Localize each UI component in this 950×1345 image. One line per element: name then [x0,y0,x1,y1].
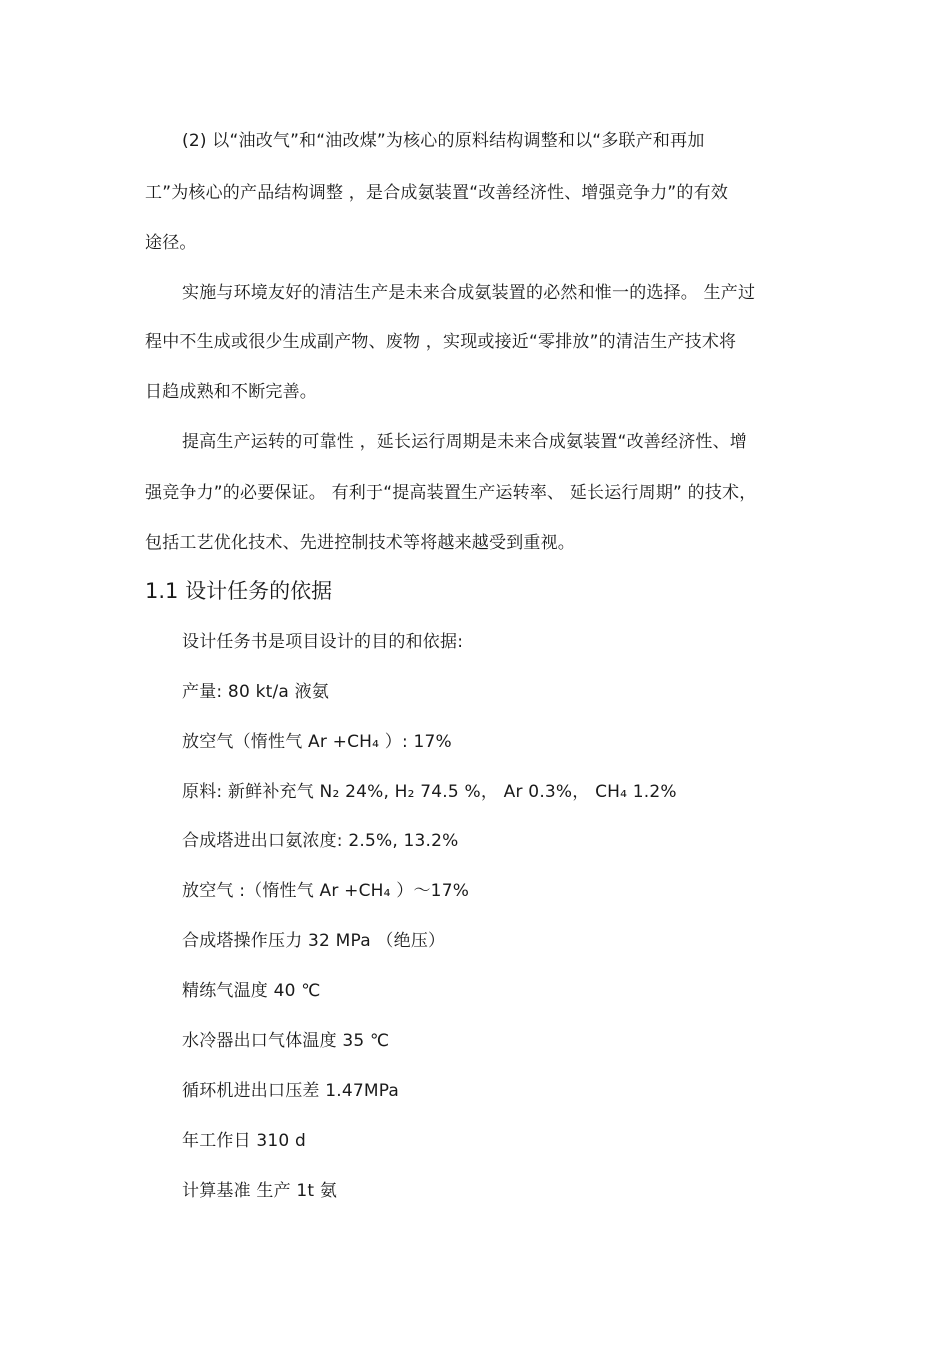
spec-intro: 设计任务书是项目设计的目的和依据: [182,632,464,652]
spec-operating-pressure: 合成塔操作压力 32 MPa （绝压） [182,931,446,951]
paragraph-2-line-3: 日趋成熟和不断完善。 [145,382,317,402]
spec-calculation-basis: 计算基准 生产 1t 氨 [182,1181,338,1201]
spec-annual-working-days: 年工作日 310 d [182,1131,307,1151]
paragraph-3-line-2: 强竞争力”的必要保证。 有利于“提高装置生产运转率、 延长运行周期” 的技术， [145,483,757,503]
section-heading: 1.1 设计任务的依据 [145,579,333,603]
paragraph-1-line-2: 工”为核心的产品结构调整 ，是合成氨装置“改善经济性、增强竞争力”的有效 [145,183,729,203]
paragraph-1-line-1: (2) 以“油改气”和“油改煤”为核心的原料结构调整和以“多联产和再加 [182,131,705,151]
spec-purge-gas-approx: 放空气 :（惰性气 Ar +CH₄ ）～17% [182,881,470,901]
paragraph-1-line-3: 途径。 [145,233,197,253]
paragraph-3-line-3: 包括工艺优化技术、先进控制技术等将越来越受到重视。 [145,533,575,553]
paragraph-3-line-1: 提高生产运转的可靠性 ，延长运行周期是未来合成氨装置“改善经济性、增 [182,432,748,452]
paragraph-2-line-2: 程中不生成或很少生成副产物、废物 ，实现或接近“零排放”的清洁生产技术将 [145,332,737,352]
spec-ammonia-concentration: 合成塔进出口氨浓度: 2.5%, 13.2% [182,831,459,851]
spec-cooler-outlet-temperature: 水冷器出口气体温度 35 ℃ [182,1031,390,1051]
paragraph-2-line-1: 实施与环境友好的清洁生产是未来合成氨装置的必然和惟一的选择。 生产过 [182,283,756,303]
spec-feedstock: 原料: 新鲜补充气 N₂ 24%, H₂ 74.5 %， Ar 0.3%， CH₄ 1.2% [182,782,677,802]
spec-circulator-pressure-difference: 循环机进出口压差 1.47MPa [182,1081,400,1101]
spec-output: 产量: 80 kt/a 液氨 [182,682,330,702]
spec-purge-gas: 放空气（惰性气 Ar +CH₄ ）: 17% [182,732,452,752]
spec-refined-gas-temperature: 精练气温度 40 ℃ [182,981,321,1001]
